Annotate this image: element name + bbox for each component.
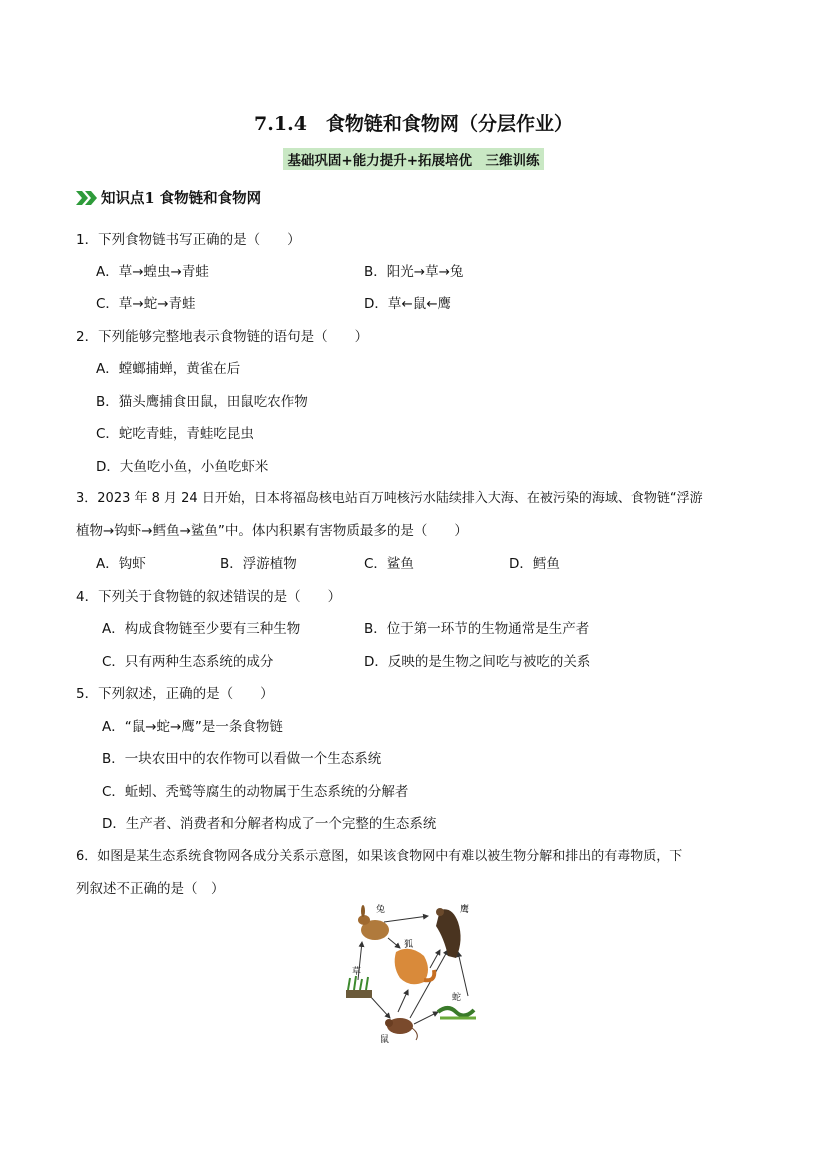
q3-option-a: A．钩虾	[96, 556, 146, 572]
section-label: 知识点1 食物链和食物网	[101, 190, 262, 207]
double-chevron-icon	[76, 191, 98, 205]
subtitle: 基础巩固+能力提升+拓展培优 三维训练	[283, 148, 543, 170]
q1-option-a: A．草→蝗虫→青蛙	[96, 264, 209, 280]
label-eagle: 鹰	[460, 905, 470, 915]
question-6-stem-line2: 列叙述不正确的是（ ）	[76, 881, 225, 897]
label-fox: 狐	[404, 940, 414, 950]
q4-option-d: D．反映的是生物之间吃与被吃的关系	[364, 654, 591, 670]
page-title: 7.1.4 食物链和食物网（分层作业）	[254, 113, 573, 135]
snake-icon	[438, 1008, 476, 1018]
label-rabbit: 兔	[376, 905, 386, 915]
q2-option-c: C．蛇吃青蛙，青蛙吃昆虫	[96, 426, 254, 442]
q2-option-b: B．猫头鹰捕食田鼠，田鼠吃农作物	[96, 394, 308, 410]
question-3-stem-line1: 3．2023 年 8 月 24 日开始，日本将福岛核电站百万吨核污水陆续排入大海、在被污染的海域、食物链“浮游	[76, 491, 703, 506]
q2-option-d: D．大鱼吃小鱼，小鱼吃虾米	[96, 459, 269, 475]
q2-option-a: A．螳螂捕蝉，黄雀在后	[96, 361, 241, 377]
q3-option-b: B．浮游植物	[220, 556, 297, 572]
subtitle-wrap	[0, 148, 827, 170]
label-snake: 蛇	[452, 993, 462, 1003]
q5-option-b: B．一块农田中的农作物可以看做一个生态系统	[102, 751, 382, 767]
label-mouse: 鼠	[380, 1035, 390, 1045]
q3-option-d: D．鳕鱼	[509, 556, 560, 572]
q3-option-c: C．鲨鱼	[364, 556, 414, 572]
label-grass: 草	[352, 967, 362, 977]
q4-option-c: C．只有两种生态系统的成分	[102, 654, 274, 670]
food-web-figure	[340, 900, 490, 1048]
question-6-stem-line1: 6．如图是某生态系统食物网各成分关系示意图，如果该食物网中有难以被生物分解和排出的有毒物质，下	[76, 849, 683, 864]
question-2-stem: 2．下列能够完整地表示食物链的语句是（ ）	[76, 329, 369, 345]
section-heading	[76, 187, 261, 208]
fox-icon	[395, 949, 435, 984]
question-3-stem-line2: 植物→钩虾→鳕鱼→鲨鱼”中。体内积累有害物质最多的是（ ）	[76, 523, 468, 539]
q4-option-b: B．位于第一环节的生物通常是生产者	[364, 621, 590, 637]
q1-option-d: D．草←鼠←鹰	[364, 296, 452, 312]
q1-option-c: C．草→蛇→青蛙	[96, 296, 196, 312]
q5-option-d: D．生产者、消费者和分解者构成了一个完整的生态系统	[102, 816, 437, 832]
q5-option-a: A．“鼠→蛇→鹰”是一条食物链	[102, 719, 283, 735]
question-1-stem: 1．下列食物链书写正确的是（ ）	[76, 232, 301, 248]
q1-option-b: B．阳光→草→兔	[364, 264, 464, 280]
q4-option-a: A．构成食物链至少要有三种生物	[102, 621, 301, 637]
grass-icon	[346, 976, 372, 998]
question-4-stem: 4．下列关于食物链的叙述错误的是（ ）	[76, 589, 342, 605]
q5-option-c: C．蚯蚓、秃鹫等腐生的动物属于生态系统的分解者	[102, 784, 409, 800]
question-5-stem: 5．下列叙述，正确的是（ ）	[76, 686, 274, 702]
mouse-icon	[385, 1018, 417, 1040]
